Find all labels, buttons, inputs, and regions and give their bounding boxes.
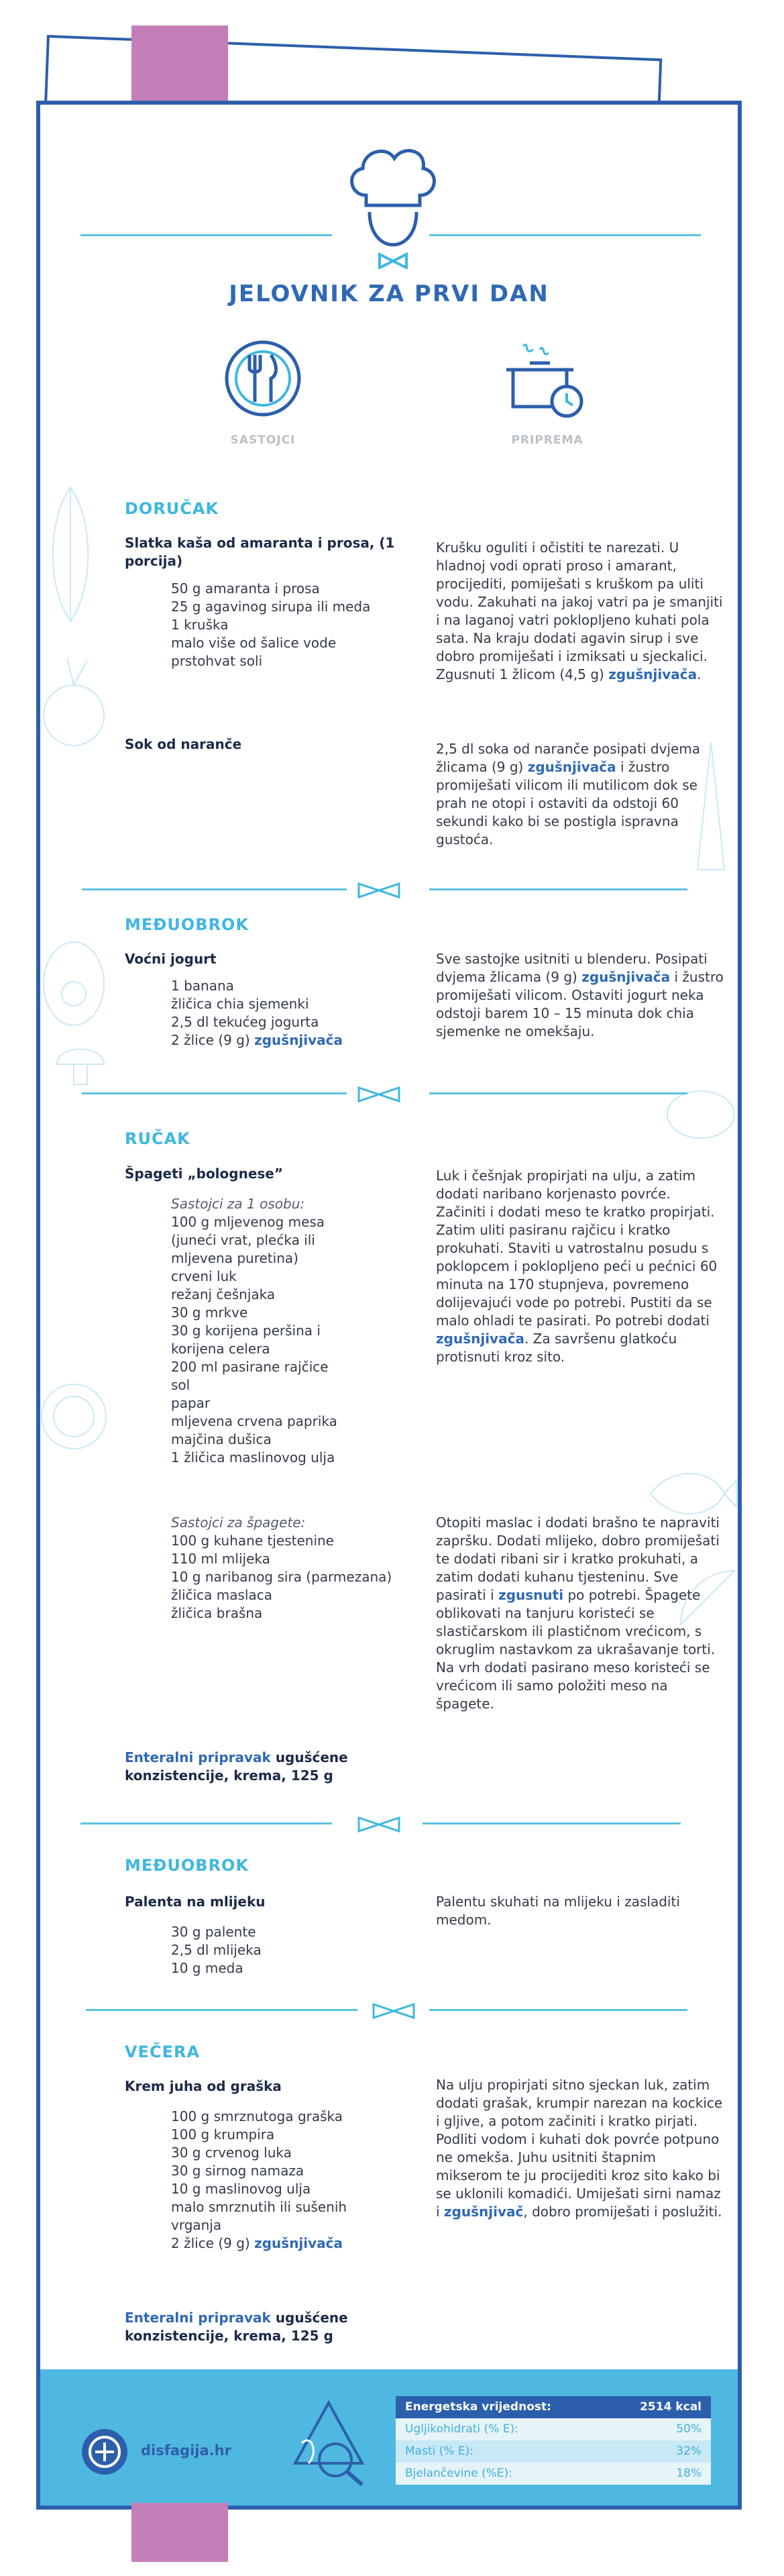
ingredient-item: 2 žlice (9 g) zgušnjivača [171, 1032, 343, 1048]
ingredient-item: sol [171, 1377, 190, 1393]
ingredient-item: 1 banana [171, 978, 234, 994]
ingredient-item: 25 g agavinog sirupa ili meda [171, 599, 371, 615]
ingredient-item: 50 g amaranta i prosa [171, 580, 320, 597]
ingredient-item: crveni luk [171, 1268, 237, 1284]
section-heading-dinner: VEČERA [125, 2043, 201, 2061]
ingredient-item: 10 g maslinovog ulja [171, 2181, 311, 2197]
dish-title: Slatka kaša od amaranta i prosa, (1 porcija) [125, 535, 395, 569]
divider-line [429, 234, 701, 236]
ingredient-list [171, 977, 419, 1049]
ingredient-item: mljevena puretina) [171, 1250, 298, 1266]
footer-website[interactable]: disfagija.hr [141, 2442, 231, 2459]
enteral-formula-note: Enteralni pripravak ugušćene konzistencije, krema, 125 g [125, 2310, 348, 2344]
ingredient-item: 30 g sirnog namaza [171, 2163, 304, 2179]
thickener-highlight: zgušnjivača [608, 666, 697, 682]
plate-cutlery-icon [223, 338, 303, 419]
ingredient-item: žličica maslaca [171, 1587, 272, 1603]
ingredient-item: 30 g crvenog luka [171, 2145, 292, 2161]
thickener-highlight: zgušnjivača [527, 759, 616, 775]
bowtie-icon [370, 2002, 417, 2020]
ingredient-item: žličica chia sjemenki [171, 996, 309, 1012]
ingredient-item: 30 g mrkve [171, 1304, 248, 1321]
ingredient-item: 100 g kuhane tjestenine [171, 1533, 334, 1549]
enteral-formula-note: Enteralni pripravak ugušćene konzistencije, krema, 125 g [125, 1749, 348, 1784]
enteral-highlight: Enteralni pripravak [125, 1749, 271, 1765]
bowtie-icon [355, 881, 402, 900]
bowtie-icon [355, 1815, 402, 1834]
enteral-highlight: Enteralni pripravak [125, 2310, 271, 2326]
preparation-text: Sve sastojke usitniti u blenderu. Posipati dvjema žlicama (9 g) zgušnjivača i žustro promiješati vilicom. Ostaviti jogurt neka odstoji barem 10 – 15 minuta dok chia sjemenke ne omekšaju. [436, 951, 724, 1039]
dish-title: Krem juha od graška [125, 2078, 282, 2094]
thickener-highlight: zgušnjivača [254, 1032, 343, 1048]
divider-line [86, 2009, 357, 2011]
preparation-text: Palentu skuhati na mlijeku i zasladiti medom. [436, 1894, 680, 1928]
ingredient-item: žličica brašna [171, 1605, 263, 1621]
ingredient-item: majčina dušica [171, 1431, 272, 1447]
dish-title: Voćni jogurt [125, 951, 217, 967]
thickener-highlight: zgusnuti [498, 1587, 564, 1603]
ingredient-item: (juneći vrat, plećka ili [171, 1232, 315, 1248]
section-heading-breakfast: DORUČAK [125, 499, 219, 518]
ingredient-list [171, 580, 419, 670]
ingredient-item: 110 ml mlijeka [171, 1551, 270, 1567]
chef-icon [339, 142, 447, 269]
ingredient-item: 30 g korijena peršina i [171, 1323, 321, 1339]
ingredient-item: 2 žlice (9 g) zgušnjivača [171, 2235, 343, 2251]
ingredient-item: vrganja [171, 2217, 222, 2233]
ingredient-group-label: Sastojci za špagete: [171, 1514, 306, 1531]
section-heading-snack: MEĐUOBROK [125, 915, 249, 934]
ingredient-item: prstohvat soli [171, 653, 263, 669]
ingredient-item: mljevena crvena paprika [171, 1413, 337, 1429]
ingredient-group-label: Sastojci za 1 osobu: [171, 1196, 305, 1212]
ingredient-item: režanj češnjaka [171, 1286, 276, 1302]
leaf-doodle-icon [40, 480, 101, 628]
ingredient-item: 100 g krumpira [171, 2126, 275, 2143]
swallow-magnifier-icon [282, 2396, 376, 2490]
ingredient-item: 1 kruška [171, 617, 229, 633]
page-title: JELOVNIK ZA PRVI DAN [229, 280, 549, 307]
ingredient-item: malo smrznutih ili sušenih [171, 2199, 347, 2215]
energy-label: Energetska vrijednost: [405, 2400, 551, 2414]
preparation-header: PRIPREMA [511, 433, 583, 447]
preparation-text: Otopiti maslac i dodati brašno te napraviti zapršku. Dodati mlijeko, dobro promiješati te dodati ribani sir i kratko prokuhati, a zatim dodati kuhanu tjesteninu. Sve pasirati i zgusnuti po potrebi. Špagete oblikovati na tanjuru koristeći se slastičarskom ili plastičnom vrećicom, s okruglim nastavkom za ukrašavanje torti. Na vrh dodati pasirano meso koristeći se vrećicom ili samo položiti meso na špagete. [436, 1514, 720, 1712]
ingredient-item: korijena celera [171, 1341, 270, 1357]
pot-timer-icon [503, 340, 590, 420]
thickener-highlight: zgušnjivač [443, 2204, 524, 2220]
thickener-highlight: zgušnjivača [436, 1331, 524, 1347]
energy-row: Masti (% E): 32% [396, 2440, 711, 2463]
ingredient-item: 2,5 dl mlijeka [171, 1942, 262, 1958]
ingredient-list [171, 1514, 419, 1622]
preparation-text: Na ulju propirjati sitno sjeckan luk, zatim dodati grašak, krumpir narezan na kockice i gljive, a potom začiniti i kratko pirjati. Podliti vodom i kuhati dok povrće potpuno ne omekša. Juhu usitniti štapnim mikserom te ju procijediti kroz sito kako bi se uklonili komadići. Umiješati sirni namaz i zgušnjivač, dobro promiješati i poslužiti. [436, 2077, 723, 2220]
divider-line [82, 888, 347, 890]
section-heading-snack: MEĐUOBROK [125, 1856, 249, 1875]
menu-page [36, 101, 742, 2510]
thickener-highlight: zgušnjivača [581, 969, 671, 985]
divider-line [80, 1822, 332, 1824]
ingredient-item: 30 g palente [171, 1924, 256, 1940]
ingredient-item: malo više od šalice vode [171, 635, 337, 651]
energy-table [396, 2396, 711, 2485]
disfagija-logo-icon [80, 2428, 129, 2476]
section-heading-lunch: RUČAK [125, 1129, 190, 1148]
bowtie-icon [355, 1085, 402, 1104]
ingredient-item: 10 g naribanog sira (parmezana) [171, 1569, 392, 1585]
beet-doodle-icon [40, 655, 121, 756]
preparation-text: Krušku oguliti i očistiti te narezati. U hladnoj vodi oprati proso i amarant, procijediti, pomiješati s kruškom pa uliti vodu. Zakuhati na jakoj vatri pa je smanjiti i na laganoj vatri poklopljeno kuhati pola sata. Na kraju dodati agavin sirup i sve dobro promiješati i izmiksati u sjeckalici. Zgusnuti 1 žlicom (4,5 g) zgušnjivača. [436, 539, 723, 682]
ingredient-item: 200 ml pasirane rajčice [171, 1359, 329, 1375]
energy-row: Ugljikohidrati (% E): 50% [396, 2418, 711, 2440]
divider-line [429, 1092, 687, 1094]
ingredient-list [171, 1195, 419, 1467]
ingredient-item: papar [171, 1395, 211, 1411]
ingredient-list [171, 2108, 419, 2253]
energy-row: Bjelančevine (%E): 18% [396, 2463, 711, 2485]
energy-header-row [396, 2396, 711, 2418]
ingredient-item: 1 žličica maslinovog ulja [171, 1449, 335, 1465]
divider-line [80, 234, 332, 236]
energy-value: 2514 kcal [640, 2400, 702, 2414]
thickener-highlight: zgušnjivača [254, 2235, 343, 2251]
dish-title: Sok od naranče [125, 736, 242, 752]
divider-line [423, 1822, 681, 1824]
ingredient-list [171, 1923, 419, 1977]
bookmark-ribbon-bottom [131, 2503, 228, 2562]
preparation-text: 2,5 dl soka od naranče posipati dvjema žlicama (9 g) zgušnjivača i žustro promiješati vilicom ili mutilicom dok se prah ne otopi i ostaviti da odstoji 60 sekundi kako bi se postigla ispravna gustoća. [436, 741, 701, 847]
preparation-text: Luk i češnjak propirjati na ulju, a zatim dodati naribano korjenasto povrće. Začiniti i dodati meso te kratko propirjati. Zatim uliti pasiranu rajčicu i kratko prokuhati. Staviti u vatrostalnu posudu s poklopcem i poklopljeno peći u pećnici 60 minuta na 170 stupnjeva, povremeno dolijevajući vode po potrebi. Pustiti da se malo ohladi te pasirati. Po potrebi dodati zgušnjivača. Za savršenu glatkoću protisnuti kroz sito. [436, 1168, 718, 1365]
divider-line [429, 2009, 687, 2011]
ingredient-item: 2,5 dl tekućeg jogurta [171, 1014, 319, 1030]
avocado-doodle-icon [40, 930, 114, 1031]
ingredient-item: 100 g smrznutoga graška [171, 2108, 343, 2124]
ingredients-header: SASTOJCI [230, 433, 296, 447]
citrus-doodle-icon [40, 1380, 114, 1453]
divider-line [429, 888, 687, 890]
mushroom-doodle-icon [54, 1037, 107, 1091]
dish-title: Palenta na mlijeku [125, 1894, 266, 1910]
dish-title: Špageti „bolognese” [125, 1166, 284, 1182]
ingredient-item: 10 g meda [171, 1960, 243, 1976]
divider-line [82, 1092, 347, 1094]
ingredient-item: 100 g mljevenog mesa [171, 1214, 325, 1230]
